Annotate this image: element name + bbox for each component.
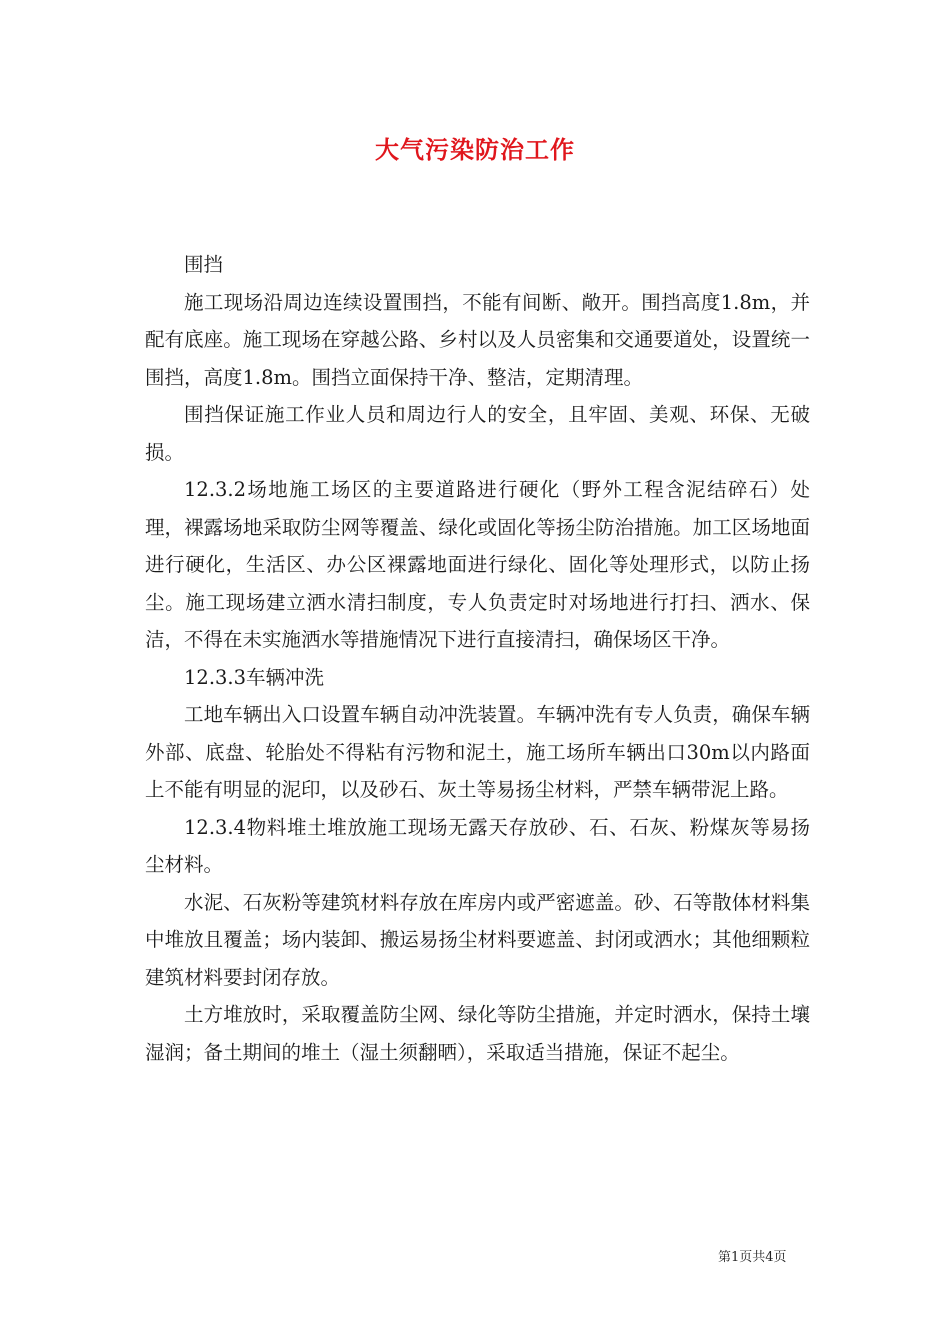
paragraph-vehicle-washing: 工地车辆出入口设置车辆自动冲洗装置。车辆冲洗有专人负责，确保车辆外部、底盘、轮胎处不得粘有污物和泥土，施工场所车辆出口30m以内路面上不能有明显的泥印，以及砂石、灰土等易扬尘材料，严禁车辆带泥上路。 xyxy=(145,703,810,801)
paragraph-vehicle-washing-heading: 12.3.3车辆冲洗 xyxy=(184,665,325,689)
paragraph-material-stacking: 12.3.4物料堆土堆放施工现场无露天存放砂、石、石灰、粉煤灰等易扬尘材料。 xyxy=(145,815,810,876)
paragraph-cement-storage: 水泥、石灰粉等建筑材料存放在库房内或严密遮盖。砂、石等散体材料集中堆放且覆盖；场内装卸、搬运易扬尘材料要遮盖、封闭或洒水；其他细颗粒建筑材料要封闭存放。 xyxy=(145,890,810,989)
paragraph-site-hardening: 12.3.2场地施工场区的主要道路进行硬化（野外工程含泥结碎石）处理，裸露场地采取防尘网等覆盖、绿化或固化等扬尘防治措施。加工区场地面进行硬化，生活区、办公区裸露地面进行绿化、固化等处理形式，以防止扬尘。施工现场建立洒水清扫制度，专人负责定时对场地进行打扫、洒水、保洁，不得在未实施洒水等措施情况下进行直接清扫，确保场区干净。 xyxy=(145,478,810,651)
document-body xyxy=(145,246,810,1071)
paragraph-weidang-safety: 围挡保证施工作业人员和周边行人的安全，且牢固、美观、环保、无破损。 xyxy=(145,403,810,464)
document-title: 大气污染防治工作 xyxy=(375,135,575,164)
paragraph-weidang-heading: 围挡 xyxy=(184,253,224,276)
paragraph-earthwork: 土方堆放时，采取覆盖防尘网、绿化等防尘措施，并定时洒水，保持土壤湿润；备土期间的堆土（湿土须翻晒），采取适当措施，保证不起尘。 xyxy=(145,1003,810,1064)
paragraph-weidang-setup: 施工现场沿周边连续设置围挡，不能有间断、敞开。围挡高度1.8m，并配有底座。施工现场在穿越公路、乡村以及人员密集和交通要道处，设置统一围挡，高度1.8m。围挡立面保持干净、整洁，定期清理。 xyxy=(145,290,810,389)
page-number: 第1页共4页 xyxy=(718,1250,787,1265)
